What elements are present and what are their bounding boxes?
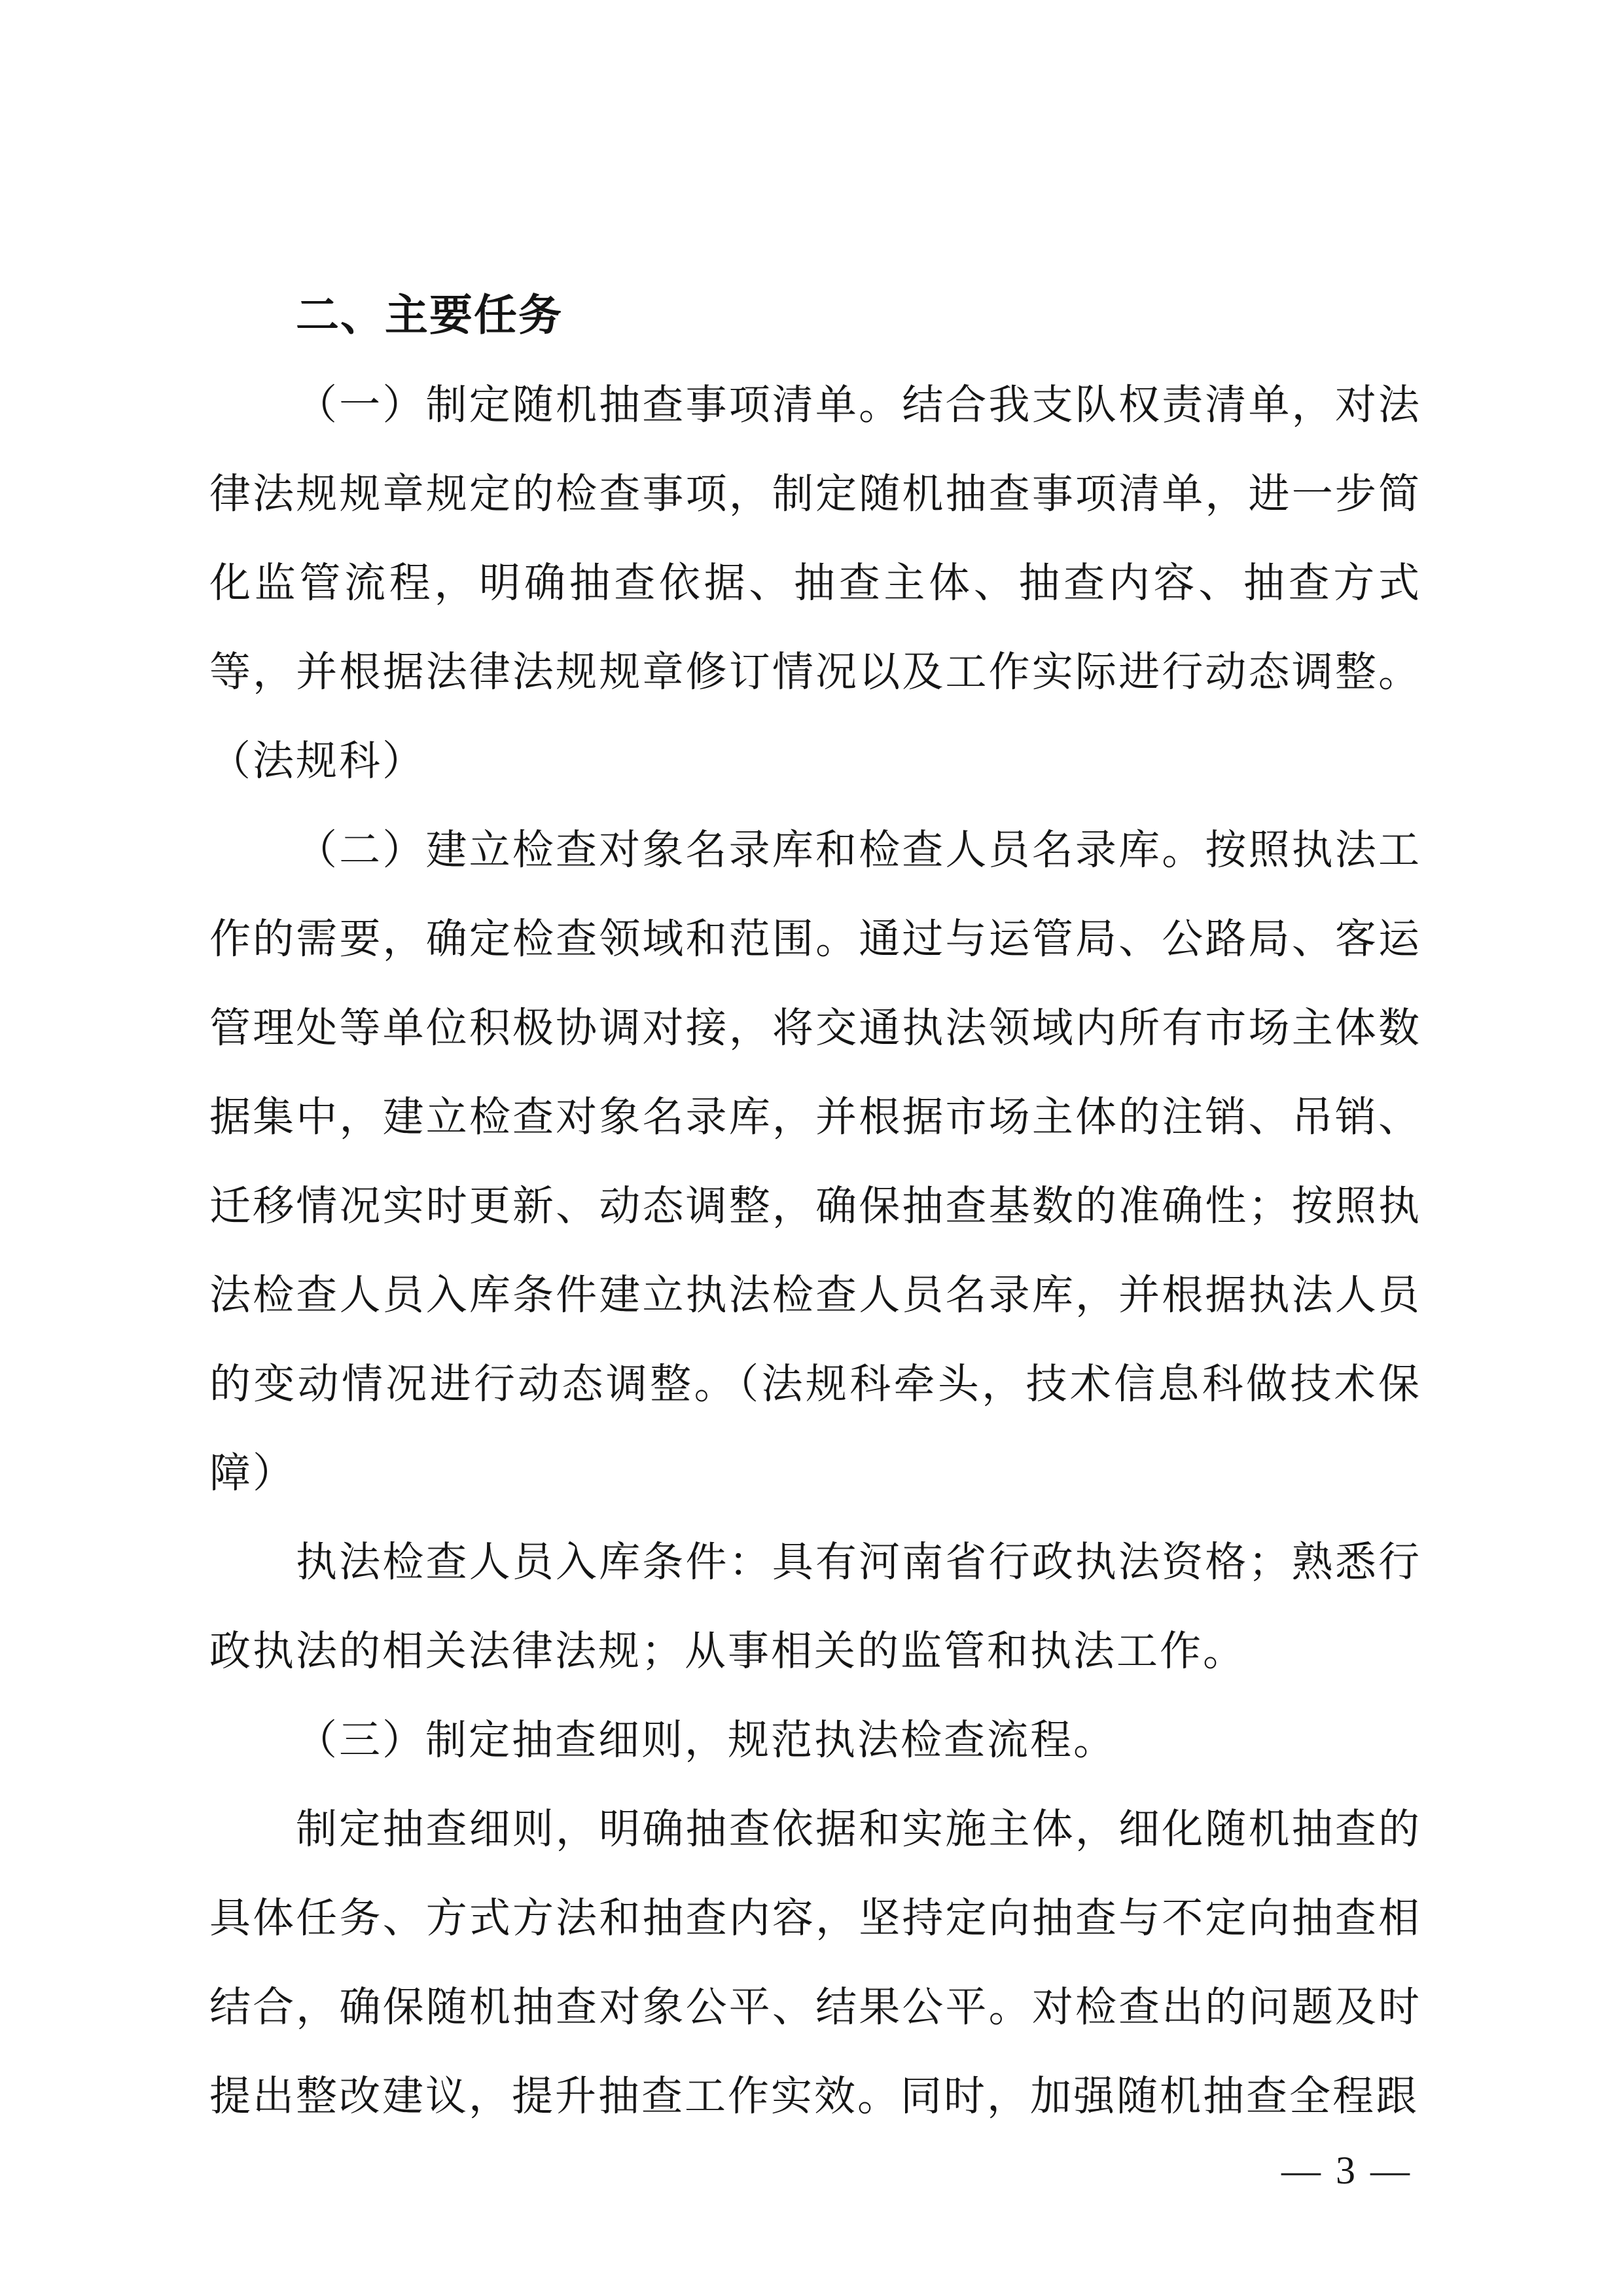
paragraph-rules-heading: （三）制定抽查细则，规范执法检查流程。 bbox=[296, 1717, 1116, 1763]
paragraph-inspector-criteria: 执法检查人员入库条件：具有河南省行政执法资格；熟悉行政执法的相关法律法规；从事相关的监管和执法工作。 bbox=[209, 1539, 1421, 1674]
paragraph-rules-detail: 制定抽查细则，明确抽查依据和实施主体，细化随机抽查的具体任务、方式方法和抽查内容，坚持定向抽查与不定向抽查相结合，确保随机抽查对象公平、结果公平。对检查出的问题及时提出整改建议，提升抽查工作实效。同时，加强随机抽查全程跟 bbox=[209, 1806, 1421, 2119]
paragraph-roster-databases: （二）建立检查对象名录库和检查人员名录库。按照执法工作的需要，确定检查领域和范围。通过与运管局、公路局、客运管理处等单位积极协调对接，将交通执法领域内所有市场主体数据集中，建立检查对象名录库，并根据市场主体的注销、吊销、迁移情况实时更新、动态调整，确保抽查基数的准确性；按照执法检查人员入库条件建立执法检查人员名录库，并根据执法人员的变动情况进行动态调整。（法规科牵头，技术信息科做技术保障） bbox=[209, 827, 1421, 1496]
document-body bbox=[209, 272, 1421, 2141]
section-heading: 二、主要任务 bbox=[296, 292, 563, 340]
paragraph-item-list: （一）制定随机抽查事项清单。结合我支队权责清单，对法律法规规章规定的检查事项，制定随机抽查事项清单，进一步简化监管流程，明确抽查依据、抽查主体、抽查内容、抽查方式等，并根据法律法规规章修订情况以及工作实际进行动态调整。（法规科） bbox=[209, 382, 1421, 784]
page-number: — 3 — bbox=[1281, 2149, 1412, 2192]
